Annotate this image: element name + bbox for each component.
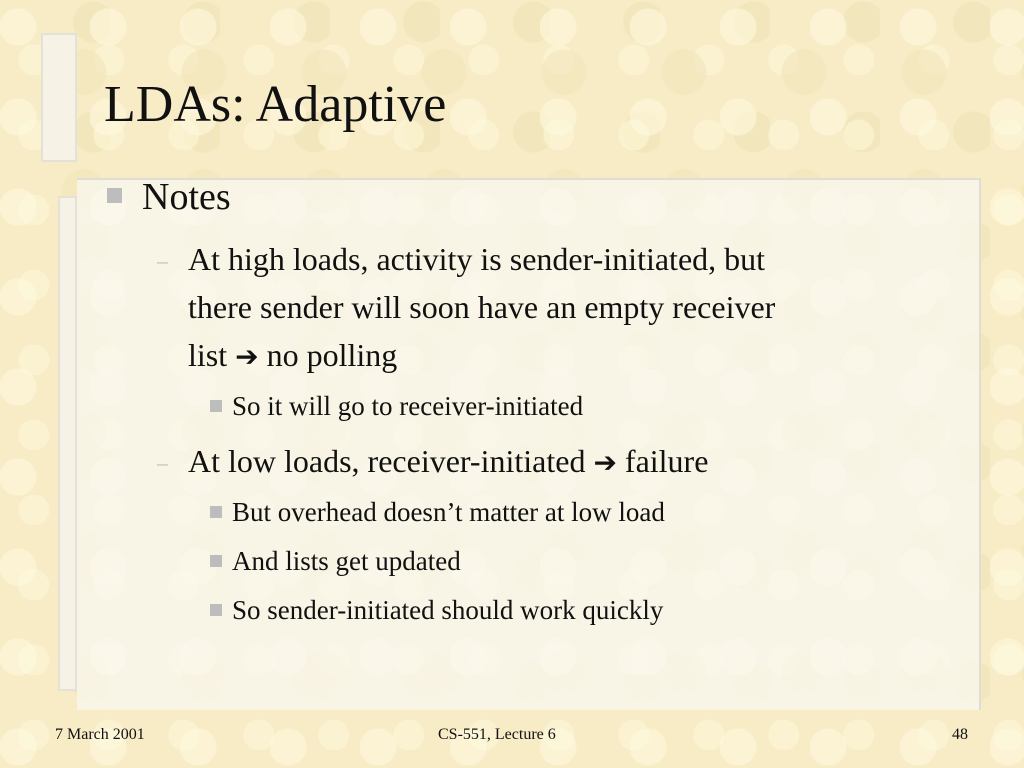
no-polling-text: no polling	[266, 337, 398, 373]
footer-course: CS-551, Lecture 6	[438, 726, 556, 743]
detail-bullet-sender-initiated	[210, 593, 663, 627]
small-square-bullet-icon	[210, 400, 222, 412]
detail-text: So it will go to receiver-initiated	[232, 391, 584, 421]
dash-bullet-icon: –	[157, 450, 168, 475]
notes-label: Notes	[142, 176, 231, 218]
title-accent-bar	[41, 33, 77, 162]
sub-bullet-text	[188, 437, 708, 487]
bullet-notes	[107, 174, 231, 220]
square-bullet-icon	[107, 188, 122, 203]
detail-text: And lists get updated	[232, 546, 461, 576]
sub-bullet-text-line2: there sender will soon have an empty receiver	[188, 289, 776, 325]
small-square-bullet-icon	[210, 555, 222, 567]
sub-bullet-text-line1: At high loads, activity is sender-initiated, but	[188, 241, 766, 277]
list-word: list	[188, 337, 228, 373]
footer-date: 7 March 2001	[55, 726, 145, 743]
dash-bullet-icon: –	[157, 248, 168, 273]
failure-text: failure	[624, 443, 709, 479]
small-square-bullet-icon	[210, 604, 222, 616]
small-square-bullet-icon	[210, 506, 222, 518]
detail-text: So sender-initiated should work quickly	[232, 595, 664, 625]
right-arrow-icon: ➔	[593, 446, 617, 479]
detail-bullet-receiver-initiated	[210, 389, 583, 423]
low-loads-text: At low loads, receiver-initiated	[188, 443, 586, 479]
sub-bullet-text-line3	[188, 331, 397, 381]
slide-title: LDAs: Adaptive	[104, 76, 447, 133]
detail-bullet-overhead	[210, 495, 665, 529]
footer-page-number: 48	[952, 726, 968, 743]
content-accent-bar	[58, 196, 77, 691]
detail-bullet-lists-updated	[210, 544, 461, 578]
right-arrow-icon: ➔	[235, 340, 259, 373]
detail-text: But overhead doesn’t matter at low load	[232, 497, 665, 527]
